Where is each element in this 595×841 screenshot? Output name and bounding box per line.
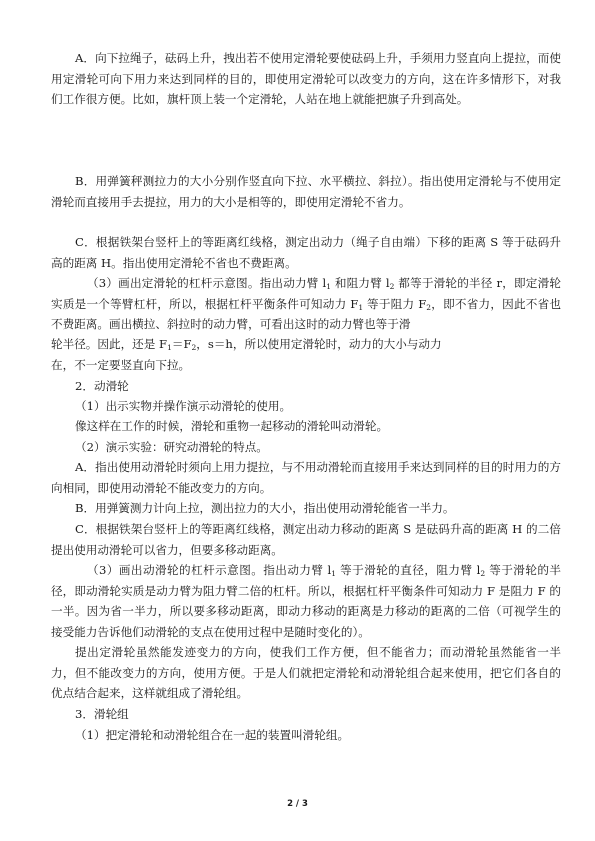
subscript: 2 bbox=[191, 343, 197, 352]
paragraph-movable-pulley-b: B．用弹簧测力计向上拉，测出拉力的大小，指出使用动滑轮能省一半力。 bbox=[75, 501, 455, 515]
paragraph-movable-pulley-definition: 像这样在工作的时候，滑轮和重物一起移动的滑轮叫动滑轮。 bbox=[75, 419, 389, 433]
subscript: 2 bbox=[389, 282, 395, 291]
subscript: 2 bbox=[426, 302, 432, 312]
page-number: 2 / 3 bbox=[287, 799, 308, 809]
paragraph-fixed-pulley-lever-cont: 轮半径。因此，还是 $F_1=F_2$，s＝h，所以使用定滑轮时，动力的大小与动力 bbox=[51, 337, 442, 352]
subscript: 1 bbox=[167, 343, 172, 352]
subscript: 1 bbox=[326, 282, 331, 291]
paragraph-movable-pulley-experiment: （2）演示实验：研究动滑轮的特点。 bbox=[75, 440, 268, 454]
heading-pulley-block: 3．滑轮组 bbox=[75, 707, 129, 721]
paragraph-fixed-pulley-a: A．向下拉绳子，砝码上升，拽出若不使用定滑轮要使砝码上升，手须用力竖直向上提拉，而使用定滑轮可向下用力来达到同样的目的，即使用定滑轮可以改变力的方向，这在许多情形下，对我们工作很方便。比如，旗杆顶上装一个定滑轮，人站在地上就能把旗子升到高处。 bbox=[51, 51, 561, 106]
paragraph-fixed-pulley-direction: 在，不一定要竖直向下拉。 bbox=[51, 358, 191, 372]
paragraph-movable-pulley-c: C．根据铁架台竖杆上的等距离红线格，测定出动力移动的距离 S 是砝码升高的距离 H 的二倍提出使用动滑轮可以省力，但要多移动距离。 bbox=[51, 522, 561, 557]
paragraph-movable-pulley-lever: （3）画出动滑轮的杠杆示意图。指出动力臂 $l_1$ 等于滑轮的直径，阻力臂 $l_2$ 等于滑轮的半径，即动滑轮实质是动力臂为阻力臂二倍的杠杆。所以，根据杠杆平衡条件可知动力 F 是阻力 F 的一半。因为省一半力，所以要多移动距离，即动力移动的距离是力移动的距离的二倍（可视学生的接受能力告诉他们动滑轮的支点在使用过程中是随时变化的）。 bbox=[51, 563, 561, 639]
paragraph-pulley-comparison: 提出定滑轮虽然能发迹变力的方向，使我们工作方便，但不能省力；而动滑轮虽然能省一半力，但不能改变力的方向，使用方便。于是人们就把定滑轮和动滑轮组合起来使用，把它们各自的优点结合起来，这样就组成了滑轮组。 bbox=[51, 645, 561, 700]
paragraph-fixed-pulley-b: B．用弹簧秤测拉力的大小分别作竖直向下拉、水平横拉、斜拉）。指出使用定滑轮与不使用定滑轮而直接用手去提拉，用力的大小是相等的，即使用定滑轮不省力。 bbox=[51, 174, 561, 209]
paragraph-movable-pulley-demo: （1）出示实物并操作演示动滑轮的使用。 bbox=[75, 399, 292, 413]
paragraph-fixed-pulley-c: C．根据铁架台竖杆上的等距离红线格，测定出动力（绳子自由端）下移的距离 S 等于砝码升高的距离 H。指出使用定滑轮不省也不费距离。 bbox=[51, 235, 561, 270]
heading-movable-pulley: 2．动滑轮 bbox=[75, 379, 129, 393]
subscript: 1 bbox=[331, 569, 337, 578]
paragraph-movable-pulley-a: A．指出使用动滑轮时须向上用力提拉，与不用动滑轮而直接用手来达到同样的目的时用力的方向相同，即使用动滑轮不能改变力的方向。 bbox=[51, 460, 561, 495]
paragraph-fixed-pulley-lever: （3）画出定滑轮的杠杆示意图。指出动力臂 $l_1$ 和阻力臂 $l_2$ 都等于滑轮的半径 r，即定滑轮实质是一个等臂杠杆，所以，根据杠杆平衡条件可知动力 $F_1$ 等于阻力 $F_2$，即不省力，因此不省也不费距离。画出横拉、斜拉时的动力臂，可看出这时的动力臂也等于滑 bbox=[51, 276, 561, 331]
subscript: 2 bbox=[480, 569, 486, 578]
paragraph-pulley-block-definition: （1）把定滑轮和动滑轮组合在一起的装置叫滑轮组。 bbox=[75, 728, 350, 742]
subscript: 1 bbox=[358, 302, 364, 312]
